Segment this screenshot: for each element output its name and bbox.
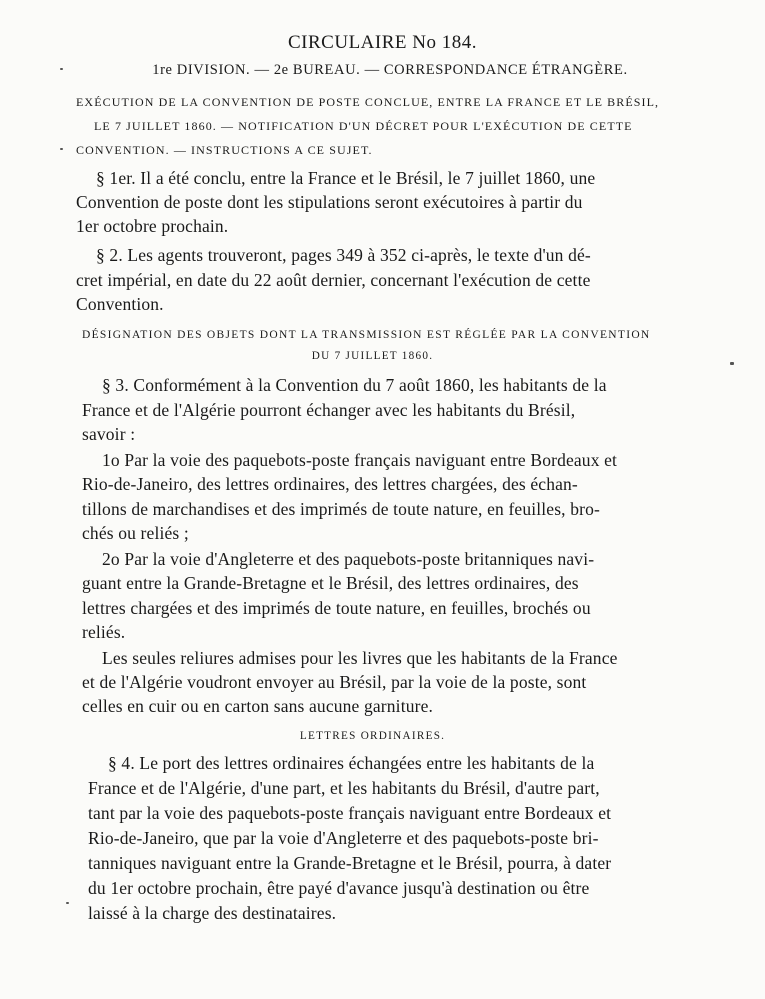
section3-line-8: 2o Par la voie d'Angleterre et des paquebots-poste britanniques navi-	[102, 549, 595, 569]
section3-line-14: celles en cuir ou en carton sans aucune garniture.	[82, 696, 434, 716]
section3-line-13: et de l'Algérie voudront envoyer au Brésil, par la voie de la poste, sont	[82, 672, 587, 692]
section2-line-1: § 2. Les agents trouveront, pages 349 à 352 ci-après, le texte d'un dé-	[96, 245, 591, 265]
section4-line-1: § 4. Le port des lettres ordinaires échangées entre les habitants de la	[108, 753, 595, 773]
section4-line-2: France et de l'Algérie, d'une part, et les habitants du Brésil, d'autre part,	[88, 778, 600, 798]
objects-heading-line-2: DU 7 JUILLET 1860.	[311, 350, 434, 362]
scan-speck	[60, 68, 63, 70]
section3-line-7: chés ou reliés ;	[82, 523, 189, 543]
ordinary-letters-heading: LETTRES ORDINAIRES.	[299, 730, 446, 742]
section3-line-2: France et de l'Algérie pourront échanger avec les habitants du Brésil,	[82, 400, 576, 420]
section4-line-5: tanniques naviguant entre la Grande-Bretagne et le Brésil, pourra, à dater	[88, 853, 612, 873]
section3-line-3: savoir :	[82, 424, 136, 444]
section3-line-1: § 3. Conformément à la Convention du 7 août 1860, les habitants de la	[102, 375, 607, 395]
summary-line-1: EXÉCUTION DE LA CONVENTION DE POSTE CONCLUE, ENTRE LA FRANCE ET LE BRÉSIL,	[76, 95, 660, 109]
section2-line-3: Convention.	[76, 294, 164, 314]
section4-line-3: tant par la voie des paquebots-poste français naviguant entre Bordeaux et	[88, 803, 612, 823]
section1-line-2: Convention de poste dont les stipulations seront exécutoires à partir du	[76, 192, 583, 212]
section4-line-7: laissé à la charge des destinataires.	[88, 903, 337, 923]
summary-line-3: CONVENTION. — INSTRUCTIONS A CE SUJET.	[76, 143, 373, 157]
scan-speck	[60, 148, 63, 150]
section3-line-4: 1o Par la voie des paquebots-poste français naviguant entre Bordeaux et	[102, 450, 618, 470]
section3-line-9: guant entre la Grande-Bretagne et le Brésil, des lettres ordinaires, des	[82, 573, 579, 593]
objects-heading-line-1: DÉSIGNATION DES OBJETS DONT LA TRANSMISSION EST RÉGLÉE PAR LA CONVENTION	[82, 329, 651, 341]
section3-line-5: Rio-de-Janeiro, des lettres ordinaires, des lettres chargées, des échan-	[82, 474, 578, 494]
section2-line-2: cret impérial, en date du 22 août dernier, concernant l'exécution de cette	[76, 270, 591, 290]
section4-line-4: Rio-de-Janeiro, que par la voie d'Angleterre et des paquebots-poste bri-	[88, 828, 599, 848]
section3-line-11: reliés.	[82, 622, 126, 642]
section1-line-1: § 1er. Il a été conclu, entre la France et le Brésil, le 7 juillet 1860, une	[96, 168, 596, 188]
section3-line-12: Les seules reliures admises pour les livres que les habitants de la France	[102, 648, 618, 668]
scan-speck	[66, 902, 69, 904]
section3-line-10: lettres chargées et des imprimés de toute nature, en feuilles, brochés ou	[82, 598, 591, 618]
circular-title: CIRCULAIRE No 184.	[288, 32, 477, 53]
section4-line-6: du 1er octobre prochain, être payé d'avance jusqu'à destination ou être	[88, 878, 590, 898]
summary-line-2: LE 7 JUILLET 1860. — NOTIFICATION D'UN DÉCRET POUR L'EXÉCUTION DE CETTE	[94, 119, 633, 133]
section1-line-3: 1er octobre prochain.	[76, 216, 229, 236]
division-subtitle: 1re DIVISION. — 2e BUREAU. — CORRESPONDANCE ÉTRANGÈRE.	[152, 62, 628, 78]
scan-speck	[730, 362, 734, 365]
section3-line-6: tillons de marchandises et des imprimés de toute nature, en feuilles, bro-	[82, 499, 600, 519]
